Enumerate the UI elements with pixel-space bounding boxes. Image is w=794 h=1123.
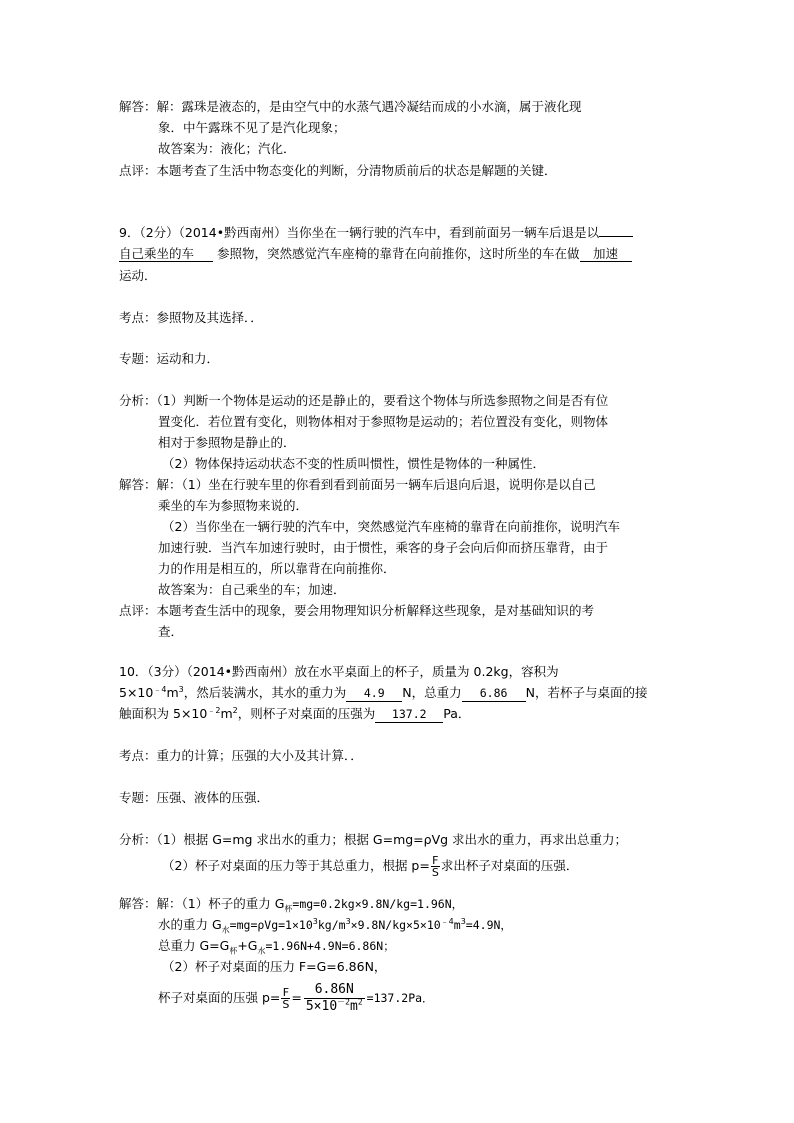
q8-answer-text-1: 解：露珠是液态的，是由空气中的水蒸气遇冷凝结而成的小水滴，属于液化现 (156, 99, 582, 114)
q8-answer-text-2: 象．中午露珠不见了是汽化现象； (158, 120, 346, 135)
q9-kaodian (119, 310, 263, 326)
q10-stem-line-1: 10．（3分）（2014•黔西南州）放在水平桌面上的杯子，质量为 0.2kg，容积为 (119, 664, 559, 679)
q9-kaodian-text: 参照物及其选择．． (156, 310, 263, 325)
q10-blank-3: 137.2 (375, 707, 443, 723)
q9-analysis-text-1: （1）判断一个物体是运动的还是静止的，要看这个物体与所选参照物之间是否有位 (156, 393, 609, 408)
q10-analysis-line-2: （2）杯子对桌面的压力等于其总重力，根据 p= $\frac{F}{S}$ 求出杯子对桌面的压强． (162, 854, 579, 879)
q9-zhuanti (119, 351, 219, 367)
pressure-fraction-values: $\frac{6.86N}{5\times 10^{-2}m^2}$ (305, 982, 363, 1014)
q9-stem-mid: 参照物，突然感觉汽车座椅的靠背在向前推你，这时所坐的车在做 (216, 246, 580, 261)
q8-comment-line (119, 163, 557, 179)
q10-kaodian-text: 重力的计算；压强的大小及其计算．． (156, 748, 363, 763)
q10-kaodian (119, 748, 363, 764)
q9-stem-line-1 (119, 225, 633, 241)
zhuanti-label: 专题： (119, 351, 157, 366)
q9-answer-text-4: 加速行驶．当汽车加速行驶时，由于惯性，乘客的身子会向后仰而挤压靠背，由于 (158, 540, 609, 555)
q9-answer-text-2: 乘坐的车为参照物来说的． (158, 498, 309, 513)
q9-stem-prefix: 9．（2分）（2014•黔西南州）当你坐在一辆行驶的汽车中，看到前面另一辆车后退是以 (119, 225, 600, 240)
q9-blank-1: 自己乘坐的车 (119, 246, 213, 262)
pressure-fraction-fs: $\frac{F}{S}$ (282, 986, 290, 1011)
q9-analysis-line-1 (119, 393, 608, 409)
q10-zhuanti-text: 压强、液体的压强． (156, 790, 270, 805)
analysis-label: 分析： (119, 393, 157, 408)
q9-comment-text-1: 本题考查生活中的现象，要会用物理知识分析解释这些现象，是对基础知识的考 (156, 603, 595, 618)
q8-comment-text: 本题考查了生活中物态变化的判断，分清物质前后的状态是解题的关键． (156, 163, 557, 178)
q9-answer-text-1: 解：（1）坐在行驶车里的你看到看到前面另一辆车后退向后退，说明你是以自己 (156, 477, 596, 492)
kaodian-label: 考点： (119, 748, 157, 763)
q10-answer-line-3: 总重力 $G=G_杯+G_水=1.96N+4.9N=6.86N$； (158, 938, 395, 956)
q9-analysis-text-2: 置变化．若位置有变化，则物体相对于参照物是运动的；若位置没有变化，则物体 (158, 414, 609, 429)
q9-answer-text-5: 力的作用是相互的，所以靠背在向前推你． (158, 561, 396, 576)
q10-answer-line-2: 水的重力 $G_水=mg=\rho Vg=1\times 10^3kg/m^3\times 9.8N/kg\times 5\times 10^{﹣4}m^3=4.9N$， (158, 916, 512, 935)
q9-answer-text-6: 故答案为：自己乘坐的车；加速． (158, 582, 346, 597)
q9-analysis-text-3: 相对于参照物是静止的． (158, 435, 296, 450)
q10-blank-1: 4.9 (346, 686, 402, 702)
q10-answer-line-1: 解答：解：（1）杯子的重力 $G_杯=mg=0.2kg\times 9.8N/kg=1.96N$， (119, 896, 464, 914)
q10-blank-2: 6.86 (462, 686, 526, 702)
q10-stem-line-3: 触面积为 $5\times 10^{﹣2}m^2$，则杯子对桌面的压强为 137.2 Pa． (119, 705, 471, 721)
q9-stem-end: 运动． (119, 268, 157, 283)
q10-analysis-line-1 (119, 832, 627, 848)
q8-answer-line (119, 99, 582, 115)
q9-blank-2: 加速 (580, 246, 632, 262)
q8-answer-text-3: 故答案为：液化；汽化． (158, 141, 296, 156)
q10-answer-line-5: 杯子对桌面的压强 p= $\frac{F}{S}$ = $\frac{6.86N}{5\times 10^{-2}m^2}$ =137.2Pa． (158, 982, 434, 1014)
q9-comment-text-2: 查． (158, 624, 184, 639)
comment-label: 点评： (119, 603, 157, 618)
q9-analysis-text-4: （2）物体保持运动状态不变的性质叫惯性，惯性是物体的一种属性． (162, 456, 545, 471)
answer-label: 解答： (119, 896, 157, 911)
q9-zhuanti-text: 运动和力． (156, 351, 220, 366)
q9-blank-1-start (599, 236, 633, 237)
q10-stem-line-2: $5\times 10^{﹣4}m^3$，然后装满水，其水的重力为 4.9 N，总重力 6.86 N，若杯子与桌面的接 (119, 684, 648, 700)
answer-label: 解答： (119, 99, 157, 114)
q10-zhuanti (119, 790, 269, 806)
analysis-label: 分析： (119, 832, 157, 847)
q9-answer-text-3: （2）当你坐在一辆行驶的汽车中，突然感觉汽车座椅的靠背在向前推你，说明汽车 (162, 519, 620, 534)
q9-stem-line-2 (119, 246, 632, 262)
q9-answer-line-1 (119, 477, 596, 493)
q10-analysis-text-1: （1）根据 G=mg 求出水的重力；根据 G=mg=ρVg 求出水的重力，再求出总重力； (156, 832, 628, 847)
q10-area: $5\times 10^{﹣2}m^2$ (173, 705, 238, 721)
answer-label: 解答： (119, 477, 157, 492)
zhuanti-label: 专题： (119, 790, 157, 805)
q10-volume: $5\times 10^{﹣4}m^3$ (119, 684, 184, 700)
pressure-formula-fraction: $\frac{F}{S}$ (431, 854, 439, 879)
q9-comment-line-1 (119, 603, 594, 619)
comment-label: 点评： (119, 163, 157, 178)
kaodian-label: 考点： (119, 310, 157, 325)
q10-answer-line-4: （2）杯子对桌面的压力 F=G=6.86N， (162, 959, 387, 974)
